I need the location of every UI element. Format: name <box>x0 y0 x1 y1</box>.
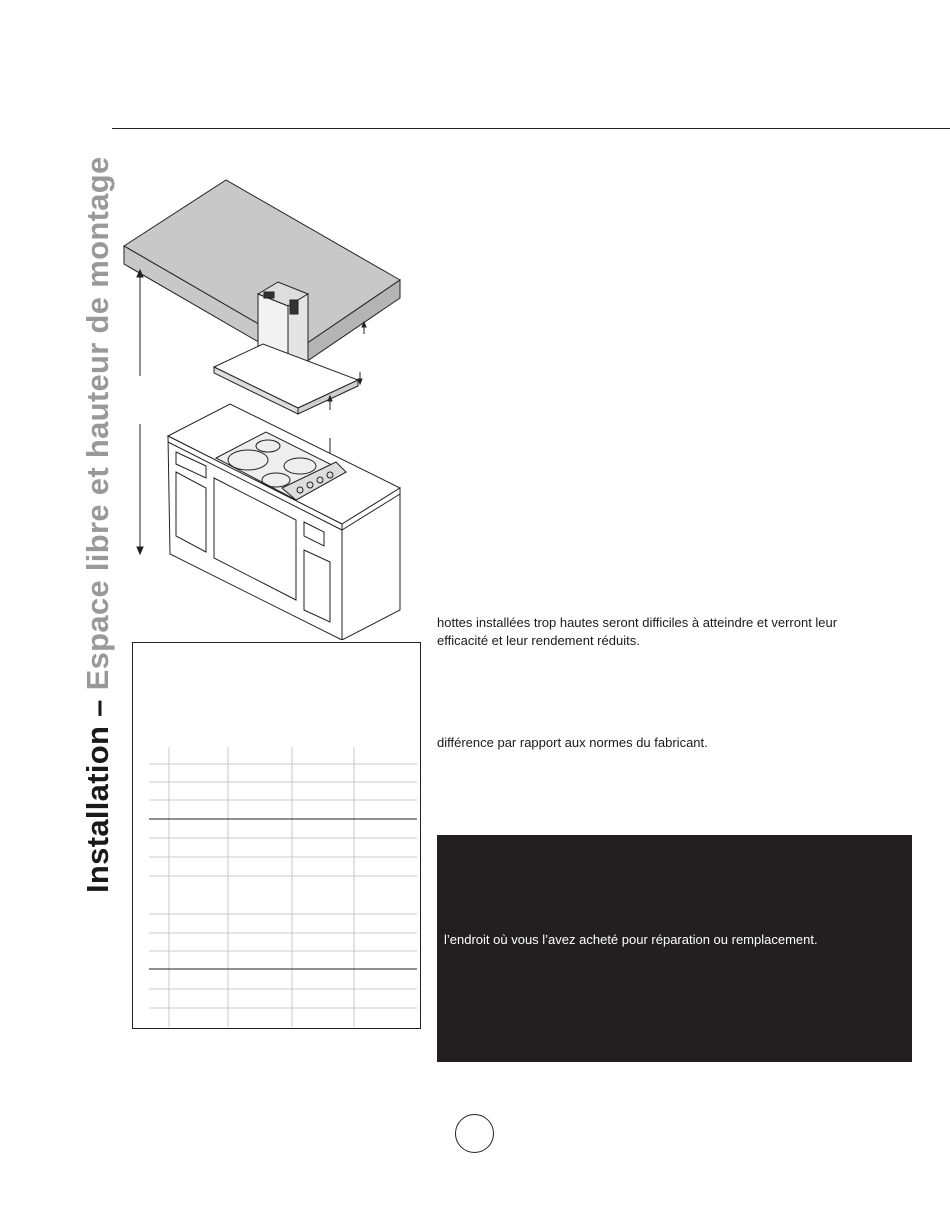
header-rule <box>112 128 950 129</box>
island-hood-illustration <box>118 170 418 640</box>
paragraph-hood-height: hottes installées trop hautes seront difficiles à atteindre et verront leur efficacité et leur rendement réduits. <box>437 615 838 648</box>
title-part-installation: Installation – <box>80 690 115 893</box>
page-title <box>80 153 116 893</box>
clearance-table <box>132 642 421 1029</box>
page-number-circle <box>455 1114 494 1153</box>
table-grid <box>133 643 422 1030</box>
warning-text: l’endroit où vous l’avez acheté pour réparation ou remplacement. <box>444 932 818 947</box>
hood-top <box>214 344 358 408</box>
paragraph-manufacturer-difference: différence par rapport aux normes du fabricant. <box>437 735 708 750</box>
warning-box <box>437 835 912 1062</box>
title-part-clearance: Espace libre et hauteur de montage <box>80 156 115 691</box>
